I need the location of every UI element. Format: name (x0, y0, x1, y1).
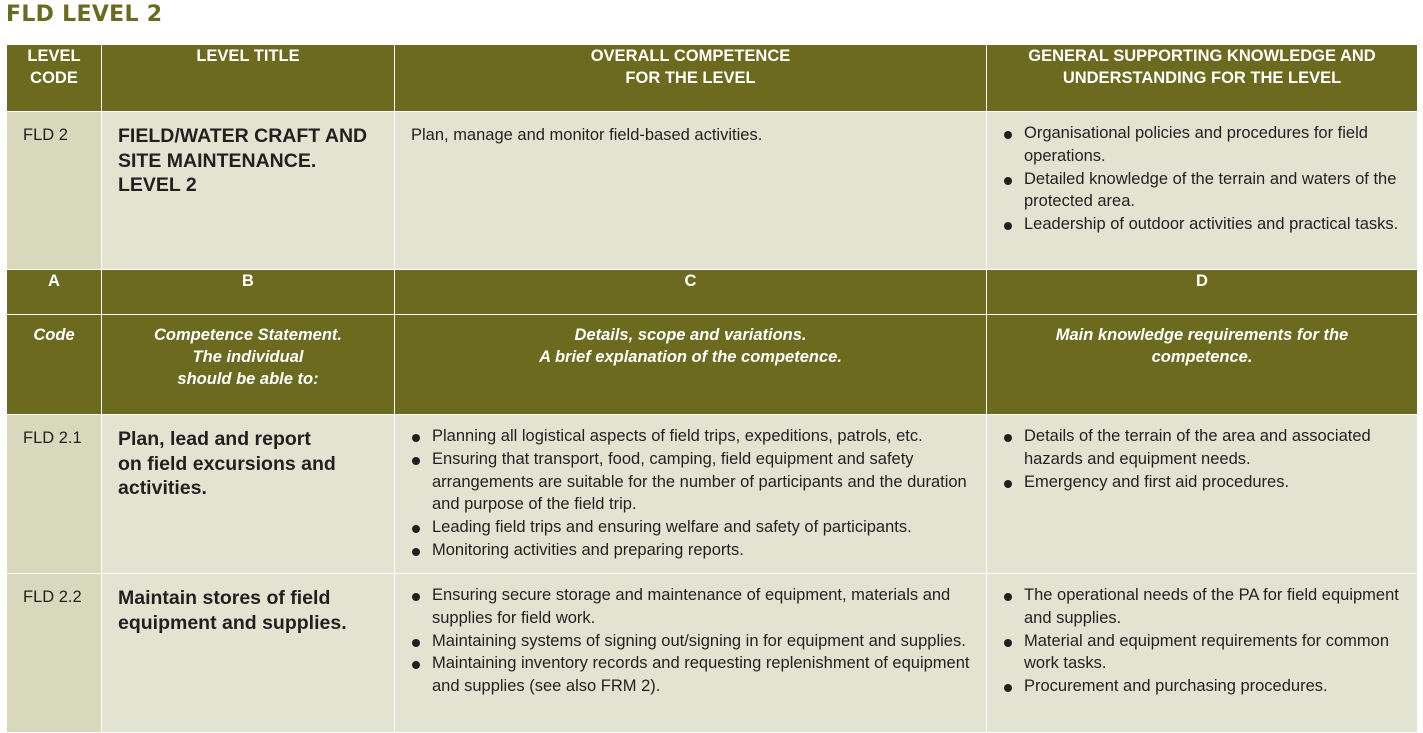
letters-row (7, 270, 1418, 315)
level-overall-text: Plan, manage and monitor field-based activities. (411, 126, 763, 144)
row-knowledge-list (987, 574, 1417, 698)
row-code-cell (7, 574, 102, 733)
level-title-cell (102, 112, 395, 270)
header-level-code-text: LEVEL CODE (27, 47, 81, 87)
level-overall-cell (395, 112, 987, 270)
level-title: FIELD/WATER CRAFT AND SITE MAINTENANCE. LEVEL 2 (118, 125, 368, 196)
list-item: Maintaining systems of signing out/signing in for equipment and supplies. (411, 630, 976, 653)
subheader-knowledge-text: Main knowledge requirements for the competence. (1055, 326, 1349, 366)
header-general-knowledge (987, 45, 1418, 112)
subheader-row (7, 315, 1418, 415)
list-item: Ensuring secure storage and maintenance of equipment, materials and supplies for field work. (411, 584, 976, 630)
letter-d: D (987, 270, 1418, 315)
list-item: Planning all logistical aspects of field trips, expeditions, patrols, etc. (411, 425, 976, 448)
table-row (7, 415, 1418, 574)
row-code: FLD 2.1 (23, 429, 82, 447)
row-details-cell (395, 415, 987, 574)
subheader-statement (102, 315, 395, 415)
list-item: Monitoring activities and preparing reports. (411, 539, 976, 562)
level-code: FLD 2 (23, 126, 68, 144)
list-item: Maintaining inventory records and requesting replenishment of equipment and supplies (see also FRM 2). (411, 652, 976, 698)
row-statement: Plan, lead and report on field excursions and activities. (118, 428, 336, 499)
list-item: Material and equipment requirements for common work tasks. (1003, 630, 1407, 676)
level-knowledge-cell (987, 112, 1418, 270)
list-item: Leadership of outdoor activities and practical tasks. (1003, 213, 1407, 236)
letter-a: A (7, 270, 102, 315)
subheader-details (395, 315, 987, 415)
row-statement-cell (102, 574, 395, 733)
table-row (7, 574, 1418, 733)
subheader-statement-text: Competence Statement. The individual should be able to: (154, 326, 342, 388)
row-details-cell (395, 574, 987, 733)
subheader-code-text: Code (33, 326, 75, 344)
list-item: Leading field trips and ensuring welfare and safety of participants. (411, 516, 976, 539)
header-level-title-text: LEVEL TITLE (196, 47, 300, 65)
row-details-list (395, 574, 986, 698)
list-item: Details of the terrain of the area and associated hazards and equipment needs. (1003, 425, 1407, 471)
header-overall-text: OVERALL COMPETENCE FOR THE LEVEL (590, 47, 791, 87)
row-knowledge-list (987, 415, 1417, 493)
level-knowledge-list (987, 112, 1417, 236)
header-general-text: GENERAL SUPPORTING KNOWLEDGE AND UNDERSTANDING FOR THE LEVEL (1028, 47, 1376, 87)
header-row (7, 45, 1418, 112)
page-title: FLD LEVEL 2 (6, 2, 163, 27)
list-item: Ensuring that transport, food, camping, field equipment and safety arrangements are suitable for the number of participants and the duration and purpose of the field trip. (411, 448, 976, 516)
list-item: Detailed knowledge of the terrain and waters of the protected area. (1003, 168, 1407, 214)
row-code-cell (7, 415, 102, 574)
row-statement-cell (102, 415, 395, 574)
subheader-knowledge (987, 315, 1418, 415)
list-item: Procurement and purchasing procedures. (1003, 675, 1407, 698)
row-details-list (395, 415, 986, 562)
list-item: The operational needs of the PA for field equipment and supplies. (1003, 584, 1407, 630)
competence-table (6, 44, 1418, 733)
letter-b: B (102, 270, 395, 315)
subheader-code (7, 315, 102, 415)
list-item: Emergency and first aid procedures. (1003, 471, 1407, 494)
list-item: Organisational policies and procedures for field operations. (1003, 122, 1407, 168)
header-level-code (7, 45, 102, 112)
subheader-details-text: Details, scope and variations. A brief explanation of the competence. (539, 326, 842, 366)
header-level-title (102, 45, 395, 112)
header-overall-competence (395, 45, 987, 112)
row-statement: Maintain stores of field equipment and supplies. (118, 587, 347, 634)
level-code-cell (7, 112, 102, 270)
level-row (7, 112, 1418, 270)
row-knowledge-cell (987, 574, 1418, 733)
letter-c: C (395, 270, 987, 315)
row-code: FLD 2.2 (23, 588, 82, 606)
row-knowledge-cell (987, 415, 1418, 574)
